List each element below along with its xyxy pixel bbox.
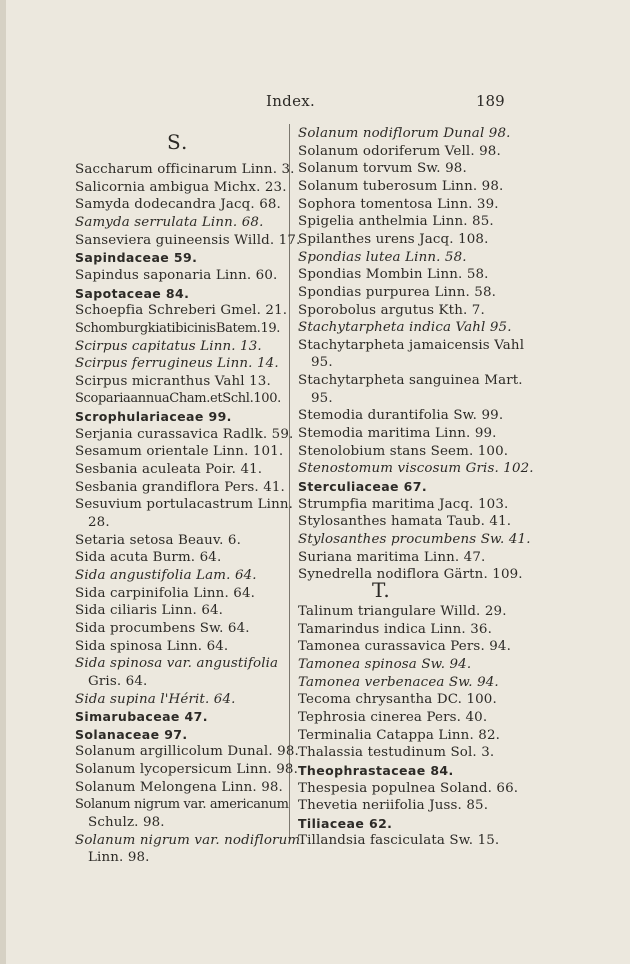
index-entry: Scirpus micranthus Vahl 13. [75, 373, 271, 389]
index-entry: Spilanthes urens Jacq. 108. [298, 231, 489, 247]
index-entry: Solanum nodiflorum Dunal 98. [298, 126, 511, 141]
index-entry: Thalassia testudinum Sol. 3. [298, 745, 495, 761]
index-entry: ScopariaannuaCham.etSchl.100. [75, 391, 281, 407]
index-entry: Spondias purpurea Linn. 58. [298, 284, 497, 300]
index-entry: Sida carpinifolia Linn. 64. [75, 585, 256, 601]
running-header-title: Index. [266, 92, 316, 110]
index-entry: Solanum odoriferum Vell. 98. [298, 143, 501, 159]
index-entry: Linn. 98. [88, 850, 150, 866]
index-entry: Sida angustifolia Lam. 64. [75, 567, 257, 583]
index-entry: Tamonea curassavica Pers. 94. [298, 639, 512, 655]
index-entry: Tephrosia cinerea Pers. 40. [298, 709, 488, 725]
index-entry: 95. [311, 355, 333, 371]
index-entry: Sida acuta Burm. 64. [75, 550, 222, 566]
index-entry: Stenolobium stans Seem. 100. [298, 443, 509, 459]
page-edge [0, 0, 6, 964]
index-entry: Saccharum officinarum Linn. 3. [75, 162, 295, 177]
index-entry: Stylosanthes procumbens Sw. 41. [298, 531, 531, 547]
index-entry: Talinum triangulare Willd. 29. [298, 604, 507, 619]
index-entry-family: Tiliaceae 62. [298, 815, 393, 831]
index-entry: Solanum argillicolum Dunal. 98. [75, 744, 299, 760]
index-entry: Sesamum orientale Linn. 101. [75, 444, 284, 460]
index-entry: Suriana maritima Linn. 47. [298, 549, 486, 565]
index-entry: 28. [88, 515, 110, 530]
index-entry: Samyda dodecandra Jacq. 68. [75, 197, 281, 213]
index-entry-family: Simarubaceae 47. [75, 709, 208, 725]
index-entry: Solanum nigrum var. nodiflorum [75, 832, 301, 848]
index-entry: Sida supina l'Hérit. 64. [75, 691, 236, 707]
index-entry: Strumpfia maritima Jacq. 103. [298, 496, 509, 512]
section-letter-s: S. [167, 130, 189, 154]
index-entry: Tamarindus indica Linn. 36. [298, 621, 492, 637]
section-letter-t: T. [372, 578, 391, 602]
index-entry-family: Scrophulariaceae 99. [75, 409, 232, 425]
index-entry: Sida spinosa var. angustifolia [75, 656, 279, 672]
index-entry: Sophora tomentosa Linn. 39. [298, 196, 499, 212]
index-entry: Stylosanthes hamata Taub. 41. [298, 514, 512, 530]
index-entry: Salicornia ambigua Michx. 23. [75, 179, 287, 195]
index-entry: Sida spinosa Linn. 64. [75, 638, 229, 654]
index-entry: 95. [311, 390, 333, 406]
index-entry: Stemodia maritima Linn. 99. [298, 426, 497, 442]
index-entry: Sanseviera guineensis Willd. 17. [75, 232, 301, 248]
index-entry: Spondias Mombin Linn. 58. [298, 267, 489, 283]
index-entry: Sesuvium portulacastrum Linn. [75, 497, 294, 513]
index-entry: Scirpus ferrugineus Linn. 14. [75, 356, 279, 372]
index-entry: Sida ciliaris Linn. 64. [75, 603, 224, 619]
index-entry: Sesbania aculeata Poir. 41. [75, 462, 263, 478]
index-entry-family: Solanaceae 97. [75, 726, 188, 742]
index-entry: Thevetia neriifolia Juss. 85. [298, 798, 489, 814]
index-entry: Schoepfia Schreberi Gmel. 21. [75, 303, 288, 319]
index-entry: Stachytarpheta sanguinea Mart. [298, 373, 523, 389]
index-entry: Gris. 64. [88, 673, 148, 689]
index-entry: Stemodia durantifolia Sw. 99. [298, 408, 504, 424]
index-entry: Terminalia Catappa Linn. 82. [298, 727, 501, 743]
index-entry: Stachytarpheta jamaicensis Vahl [298, 337, 525, 353]
index-entry: Thespesia populnea Soland. 66. [298, 780, 519, 796]
index-entry: Solanum torvum Sw. 98. [298, 161, 467, 177]
index-entry: Stachytarpheta indica Vahl 95. [298, 320, 512, 336]
index-entry: Tamonea spinosa Sw. 94. [298, 656, 472, 672]
index-entry: Tillandsia fasciculata Sw. 15. [298, 833, 500, 849]
page-number: 189 [476, 92, 505, 110]
index-entry: Stenostomum viscosum Gris. 102. [298, 461, 534, 477]
index-entry: Sida procumbens Sw. 64. [75, 620, 250, 636]
index-entry: Setaria setosa Beauv. 6. [75, 532, 241, 548]
index-entry: Solanum Melongena Linn. 98. [75, 779, 283, 795]
index-entry: Scirpus capitatus Linn. 13. [75, 338, 262, 354]
index-entry: Schulz. 98. [88, 815, 165, 831]
index-entry-family: Sapotaceae 84. [75, 285, 190, 301]
index-entry: Serjania curassavica Radlk. 59. [75, 426, 294, 442]
index-entry: Synedrella nodiflora Gärtn. 109. [298, 567, 523, 583]
index-entry: SchomburgkiatibicinisBatem.19. [75, 320, 281, 336]
index-entry: Spondias lutea Linn. 58. [298, 249, 467, 265]
index-entry: Sporobolus argutus Kth. 7. [298, 302, 485, 318]
index-entry-family: Theophrastaceae 84. [298, 762, 454, 778]
index-entry: Tecoma chrysantha DC. 100. [298, 692, 497, 708]
index-entry: Samyda serrulata Linn. 68. [75, 214, 264, 230]
index-entry-family: Sapindaceae 59. [75, 250, 198, 266]
index-entry: Sesbania grandiflora Pers. 41. [75, 479, 285, 495]
index-entry: Tamonea verbenacea Sw. 94. [298, 674, 499, 690]
index-entry-family: Sterculiaceae 67. [298, 479, 428, 494]
index-entry: Sapindus saponaria Linn. 60. [75, 267, 278, 283]
index-entry: Spigelia anthelmia Linn. 85. [298, 214, 494, 230]
index-entry: Solanum nigrum var. americanum [75, 797, 289, 813]
index-entry: Solanum tuberosum Linn. 98. [298, 178, 504, 194]
index-entry: Solanum lycopersicum Linn. 98. [75, 762, 298, 778]
